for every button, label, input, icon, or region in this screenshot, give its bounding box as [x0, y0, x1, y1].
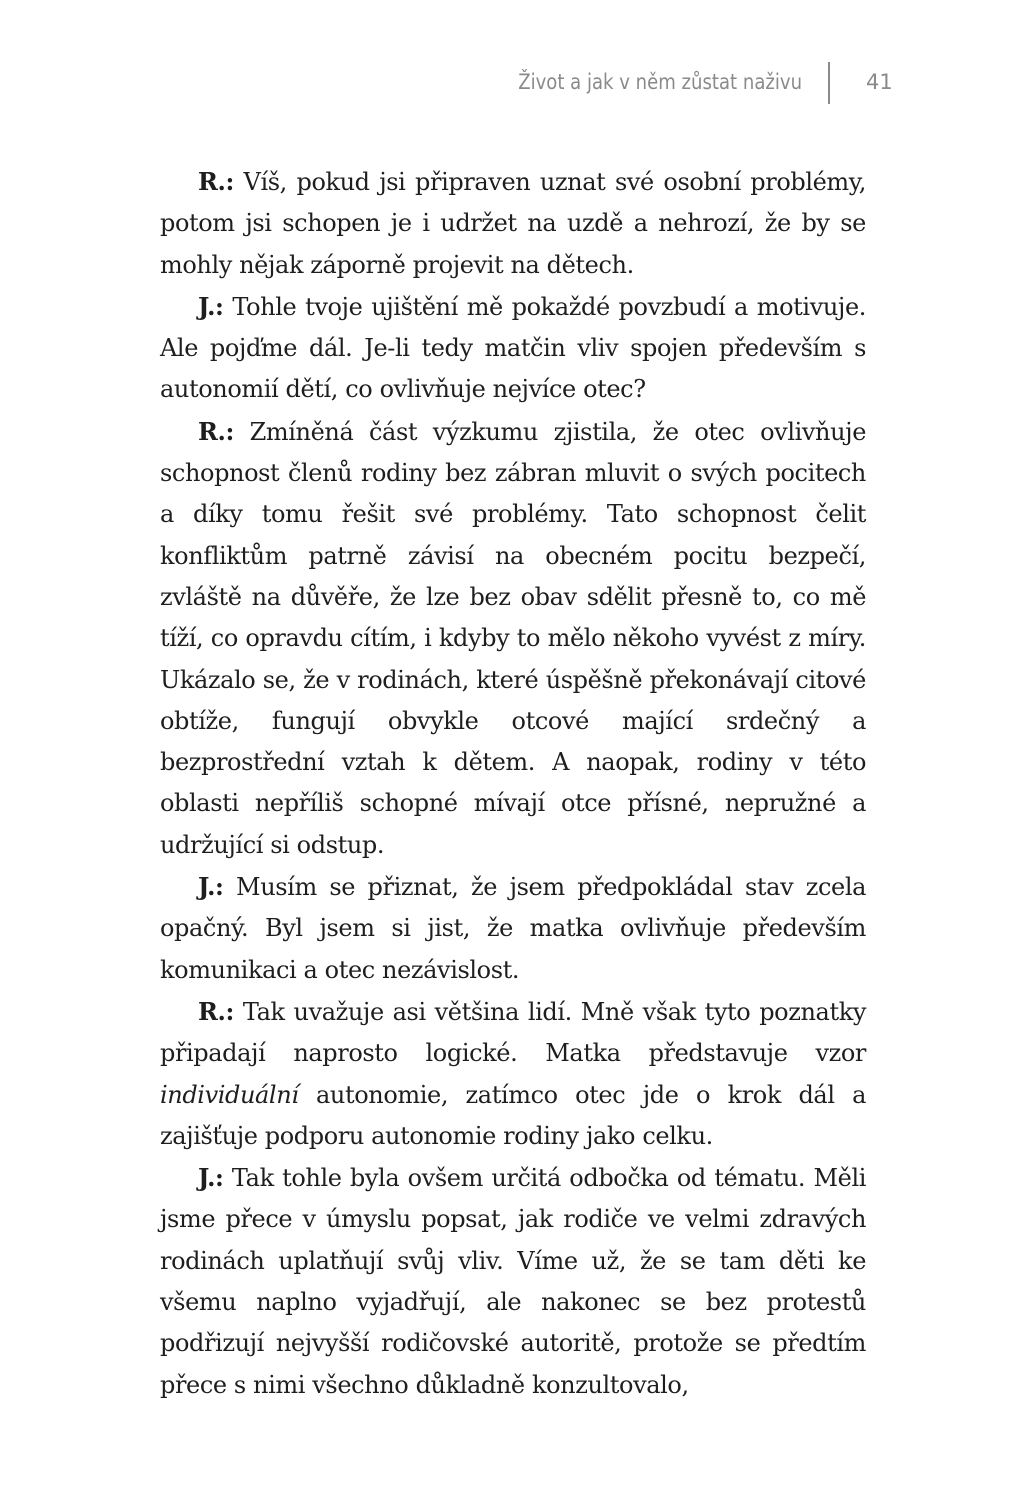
- dialogue-paragraph: [160, 991, 866, 1157]
- running-header: [0, 62, 1024, 106]
- header-divider: [828, 62, 830, 104]
- dialogue-paragraph: [160, 161, 866, 286]
- speaker-label: R.:: [198, 996, 234, 1026]
- dialogue-paragraph: [160, 411, 866, 866]
- dialogue-paragraph: [160, 1157, 866, 1406]
- emphasized-word: individuální: [160, 1080, 299, 1109]
- paragraph-text: autonomie, zatímco otec jde o krok dál a zajišťuje podporu autonomie rodiny jako celku.: [160, 1080, 866, 1150]
- page-number: 41: [866, 70, 893, 94]
- speaker-label: R.:: [198, 167, 234, 196]
- paragraph-text: Tak uvažuje asi většina lidí. Mně však tyto poznatky připadají naprosto logické. Matka představuje vzor: [160, 997, 866, 1068]
- body-text: [160, 161, 866, 1406]
- speaker-label: J.:: [198, 1163, 224, 1193]
- speaker-label: R.:: [198, 416, 234, 446]
- running-title: Život a jak v něm zůstat naživu: [518, 70, 802, 94]
- speaker-label: J.:: [198, 872, 224, 902]
- paragraph-text: Musím se přiznat, že jsem předpokládal stav zcela opačný. Byl jsem si jist, že matka ovlivňuje především komunikaci a otec nezávislost.: [160, 873, 867, 984]
- paragraph-text: Tohle tvoje ujištění mě pokaždé povzbudí a motivuje. Ale pojďme dál. Je-li tedy matčin vliv spojen především s autonomií dětí, co ovlivňuje nejvíce otec?: [160, 292, 866, 404]
- dialogue-paragraph: [160, 866, 866, 991]
- paragraph-text: Tak tohle byla ovšem určitá odbočka od tématu. Měli jsme přece v úmyslu popsat, jak rodiče ve velmi zdravých rodinách uplatňují svůj vliv. Víme už, že se tam děti ke všemu naplno vyjadřují, ale nakonec se bez protestů podřizují nejvyšší rodičovské autoritě, protože se předtím přece s nimi všechno důkladně konzultovalo,: [160, 1164, 866, 1399]
- paragraph-text: Zmíněná část výzkumu zjistila, že otec ovlivňuje schopnost členů rodiny bez zábran mluvit o svých pocitech a díky tomu řešit své problémy. Tato schopnost čelit konfliktům patrně závisí na obecném pocitu bezpečí, zvláště na důvěře, že lze bez obav sdělit přesně to, co mě tíží, co opravdu cítím, i kdyby to mělo někoho vyvést z míry. Ukázalo se, že v rodinách, které úspěšně překonávají citové obtíže, fungují obvykle otcové mající srdečný a bezprostřední vztah k dětem. A naopak, rodiny v této oblasti nepříliš schopné mívají otce přísné, nepružné a udržující si odstup.: [160, 417, 867, 859]
- paragraph-text: Víš, pokud jsi připraven uznat své osobní problémy, potom jsi schopen je i udržet na uzdě a nehrozí, že by se mohly nějak záporně projevit na dětech.: [160, 168, 866, 279]
- speaker-label: J.:: [198, 291, 224, 321]
- dialogue-paragraph: [160, 286, 866, 411]
